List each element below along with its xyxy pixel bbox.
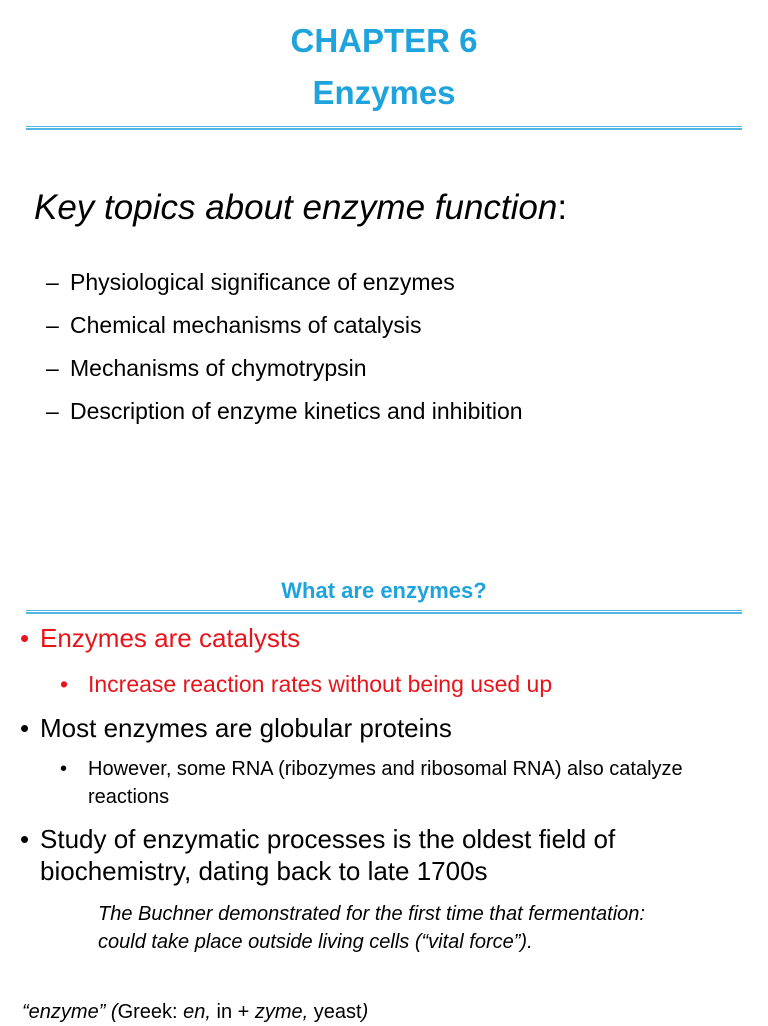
topic-item: – Physiological significance of enzymes xyxy=(46,269,455,295)
topic-item: – Chemical mechanisms of catalysis xyxy=(46,312,422,338)
chapter-number: CHAPTER 6 xyxy=(290,22,478,59)
buchner-note: The Buchner demonstrated for the first time that fermentation: could take place outside living cells (“vital force”). xyxy=(98,903,645,953)
topic-item: – Mechanisms of chymotrypsin xyxy=(46,355,367,381)
sub-bullet-reaction-rates: • Increase reaction rates without being used up xyxy=(60,671,553,697)
section-divider xyxy=(26,610,742,614)
bullet-globular-proteins: • Most enzymes are globular proteins xyxy=(20,713,452,743)
chapter-title: Enzymes xyxy=(312,74,456,111)
topic-item: – Description of enzyme kinetics and inhibition xyxy=(46,398,523,424)
header-divider xyxy=(26,126,742,130)
section-title: What are enzymes? xyxy=(281,578,487,603)
bullet-catalysts: • Enzymes are catalysts xyxy=(20,623,301,653)
etymology: “enzyme” (Greek: en, in + zyme, yeast) xyxy=(22,1001,369,1023)
bullet-oldest-field: • Study of enzymatic processes is the oldest field of biochemistry, dating back to late 1700s xyxy=(20,824,616,886)
sub-bullet-rna: • However, some RNA (ribozymes and ribosomal RNA) also catalyze reactions xyxy=(60,758,683,808)
key-topics-heading: Key topics about enzyme function: xyxy=(34,188,568,227)
